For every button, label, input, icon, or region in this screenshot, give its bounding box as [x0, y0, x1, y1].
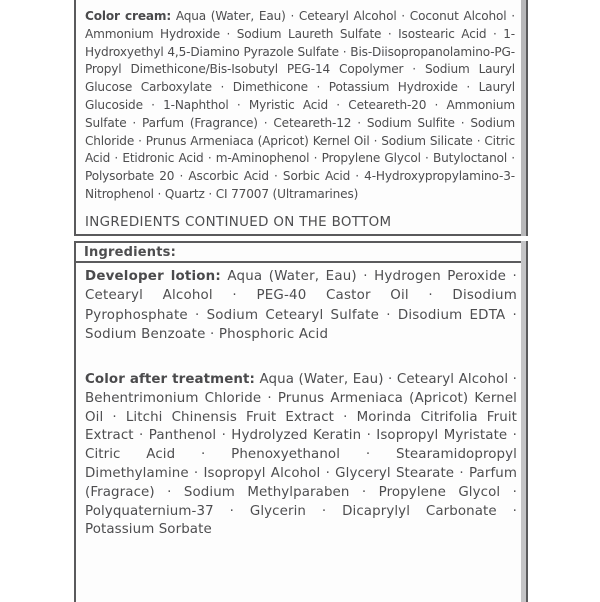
heading-divider: [74, 261, 526, 263]
ingredients-heading: Ingredients:: [84, 245, 177, 260]
color-cream-ingredients: [85, 8, 515, 204]
edge-shadow: [521, 0, 526, 236]
color-after-treatment-text: Aqua (Water, Eau) · Cetearyl Alcohol · Behentrimonium Chloride · Prunus Armeniaca (Apricot) Kernel Oil · Litchi Chinensis Fruit Extract · Morinda Citrifolia Fruit Extract · Panthenol · Hydrolyzed Keratin · Isopropyl Myristate · Citric Acid · Phenoxyethanol · Stearamidopropyl Dimethylamine · Isopropyl Alcohol · Glyceryl Stearate · Parfum (Fragrace) · Sodium Methylparaben · Propylene Glycol · Polyquaternium-37 · Glycerin · Dicaprylyl Carbonate · Potassium Sorbate: [85, 372, 517, 538]
color-cream-text: Aqua (Water, Eau) · Cetearyl Alcohol · Coconut Alcohol · Ammonium Hydroxide · Sodium Laureth Sulfate · Isostearic Acid · 1-Hydroxyethyl 4,5-Diamino Pyrazole Sulfate · Bis-Diisopropanolamino-PG-Propyl Dimethicone/Bis-Isobutyl PEG-14 Copolymer · Sodium Lauryl Glucose Carboxylate · Dimethicone · Potassium Hydroxide · Lauryl Glucoside · 1-Naphthol · Myristic Acid · Ceteareth-20 · Ammonium Sulfate · Parfum (Fragrance) · Ceteareth-12 · Sodium Sulfite · Sodium Chloride · Prunus Armeniaca (Apricot) Kernel Oil · Sodium Silicate · Citric Acid · Etidronic Acid · m-Aminophenol · Propylene Glycol · Butyloctanol · Polysorbate 20 · Ascorbic Acid · Sorbic Acid · 4-Hydroxypropylamino-3-Nitrophenol · Quartz · CI 77007 (Ultramarines): [85, 9, 515, 201]
color-cream-label: Color cream:: [85, 9, 172, 23]
color-cream-panel: [74, 0, 528, 236]
developer-lotion-label: Developer lotion:: [85, 269, 221, 284]
ingredients-panel: [74, 241, 528, 602]
continued-notice: INGREDIENTS CONTINUED ON THE BOTTOM: [85, 215, 392, 230]
color-after-treatment-label: Color after treatment:: [85, 372, 256, 387]
edge-shadow-bottom: [521, 241, 526, 602]
developer-lotion-ingredients: [85, 267, 517, 344]
color-after-treatment-ingredients: [85, 371, 517, 540]
developer-lotion-text: Aqua (Water, Eau) · Hydrogen Peroxide · Cetearyl Alcohol · PEG-40 Castor Oil · Disodium Pyrophosphate · Sodium Cetearyl Sulfate · Disodium EDTA · Sodium Benzoate · Phosphoric Acid: [85, 269, 518, 342]
